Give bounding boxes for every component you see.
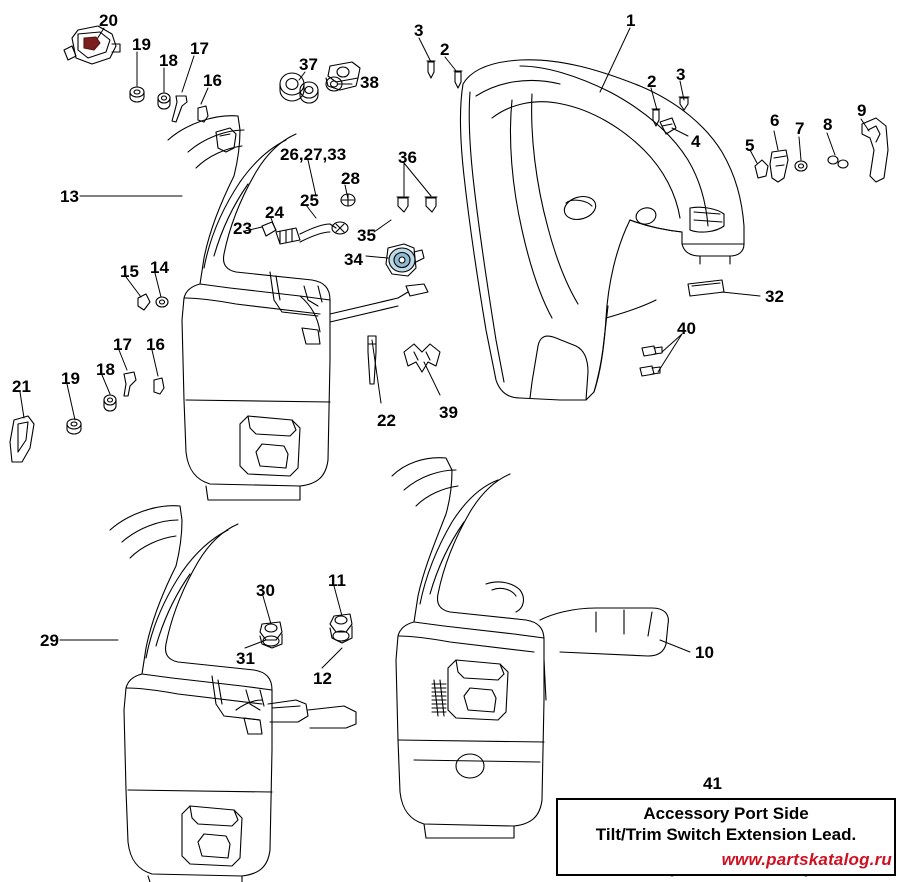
callout-18b: 18 <box>96 360 115 379</box>
callout-38: 38 <box>360 73 379 92</box>
callout-30: 30 <box>256 581 275 600</box>
callout-16b: 16 <box>146 335 165 354</box>
callout-24: 24 <box>265 203 284 222</box>
callout-21: 21 <box>12 377 31 396</box>
callout-1: 1 <box>626 11 636 30</box>
callout-8: 8 <box>823 115 833 134</box>
callout-7: 7 <box>795 119 805 138</box>
callout-34: 34 <box>344 250 363 269</box>
callout-14: 14 <box>150 258 169 277</box>
callout-39: 39 <box>439 403 458 422</box>
callout-2b: 2 <box>647 72 657 91</box>
callout-4: 4 <box>691 132 701 151</box>
callout-13: 13 <box>60 187 79 206</box>
callout-6: 6 <box>770 111 780 130</box>
callout-41: 41 <box>703 774 722 793</box>
callout-3b: 3 <box>676 65 686 84</box>
callout-25: 25 <box>300 191 319 210</box>
legend-line-1: Accessory Port Side <box>643 804 809 823</box>
callout-35: 35 <box>357 226 376 245</box>
callout-32: 32 <box>765 287 784 306</box>
legend-line-2: Tilt/Trim Switch Extension Lead. <box>595 825 857 845</box>
callout-9: 9 <box>857 101 867 120</box>
callout-17: 17 <box>190 39 209 58</box>
callout-37: 37 <box>299 55 318 74</box>
callout-17b: 17 <box>113 335 132 354</box>
callout-40: 40 <box>677 319 696 338</box>
callout-28: 28 <box>341 169 360 188</box>
callout-3: 3 <box>414 21 424 40</box>
callout-11: 11 <box>328 571 346 590</box>
callout-23: 23 <box>233 219 252 238</box>
callout-10: 10 <box>695 643 714 662</box>
callout-5: 5 <box>745 136 755 155</box>
callout-2: 2 <box>440 40 450 59</box>
callout-22: 22 <box>377 411 396 430</box>
callout-18: 18 <box>159 51 178 70</box>
callout-19b: 19 <box>61 369 80 388</box>
callout-36: 36 <box>398 148 417 167</box>
callout-29: 29 <box>40 631 59 650</box>
callout-16: 16 <box>203 71 222 90</box>
callout-19: 19 <box>132 35 151 54</box>
watermark: www.partskatalog.ru <box>721 850 892 869</box>
callout-26-27-33: 26,27,33 <box>280 145 347 164</box>
callout-31: 31 <box>236 649 255 668</box>
callout-12: 12 <box>313 669 332 688</box>
callout-15: 15 <box>120 262 139 281</box>
callout-20: 20 <box>99 11 118 30</box>
